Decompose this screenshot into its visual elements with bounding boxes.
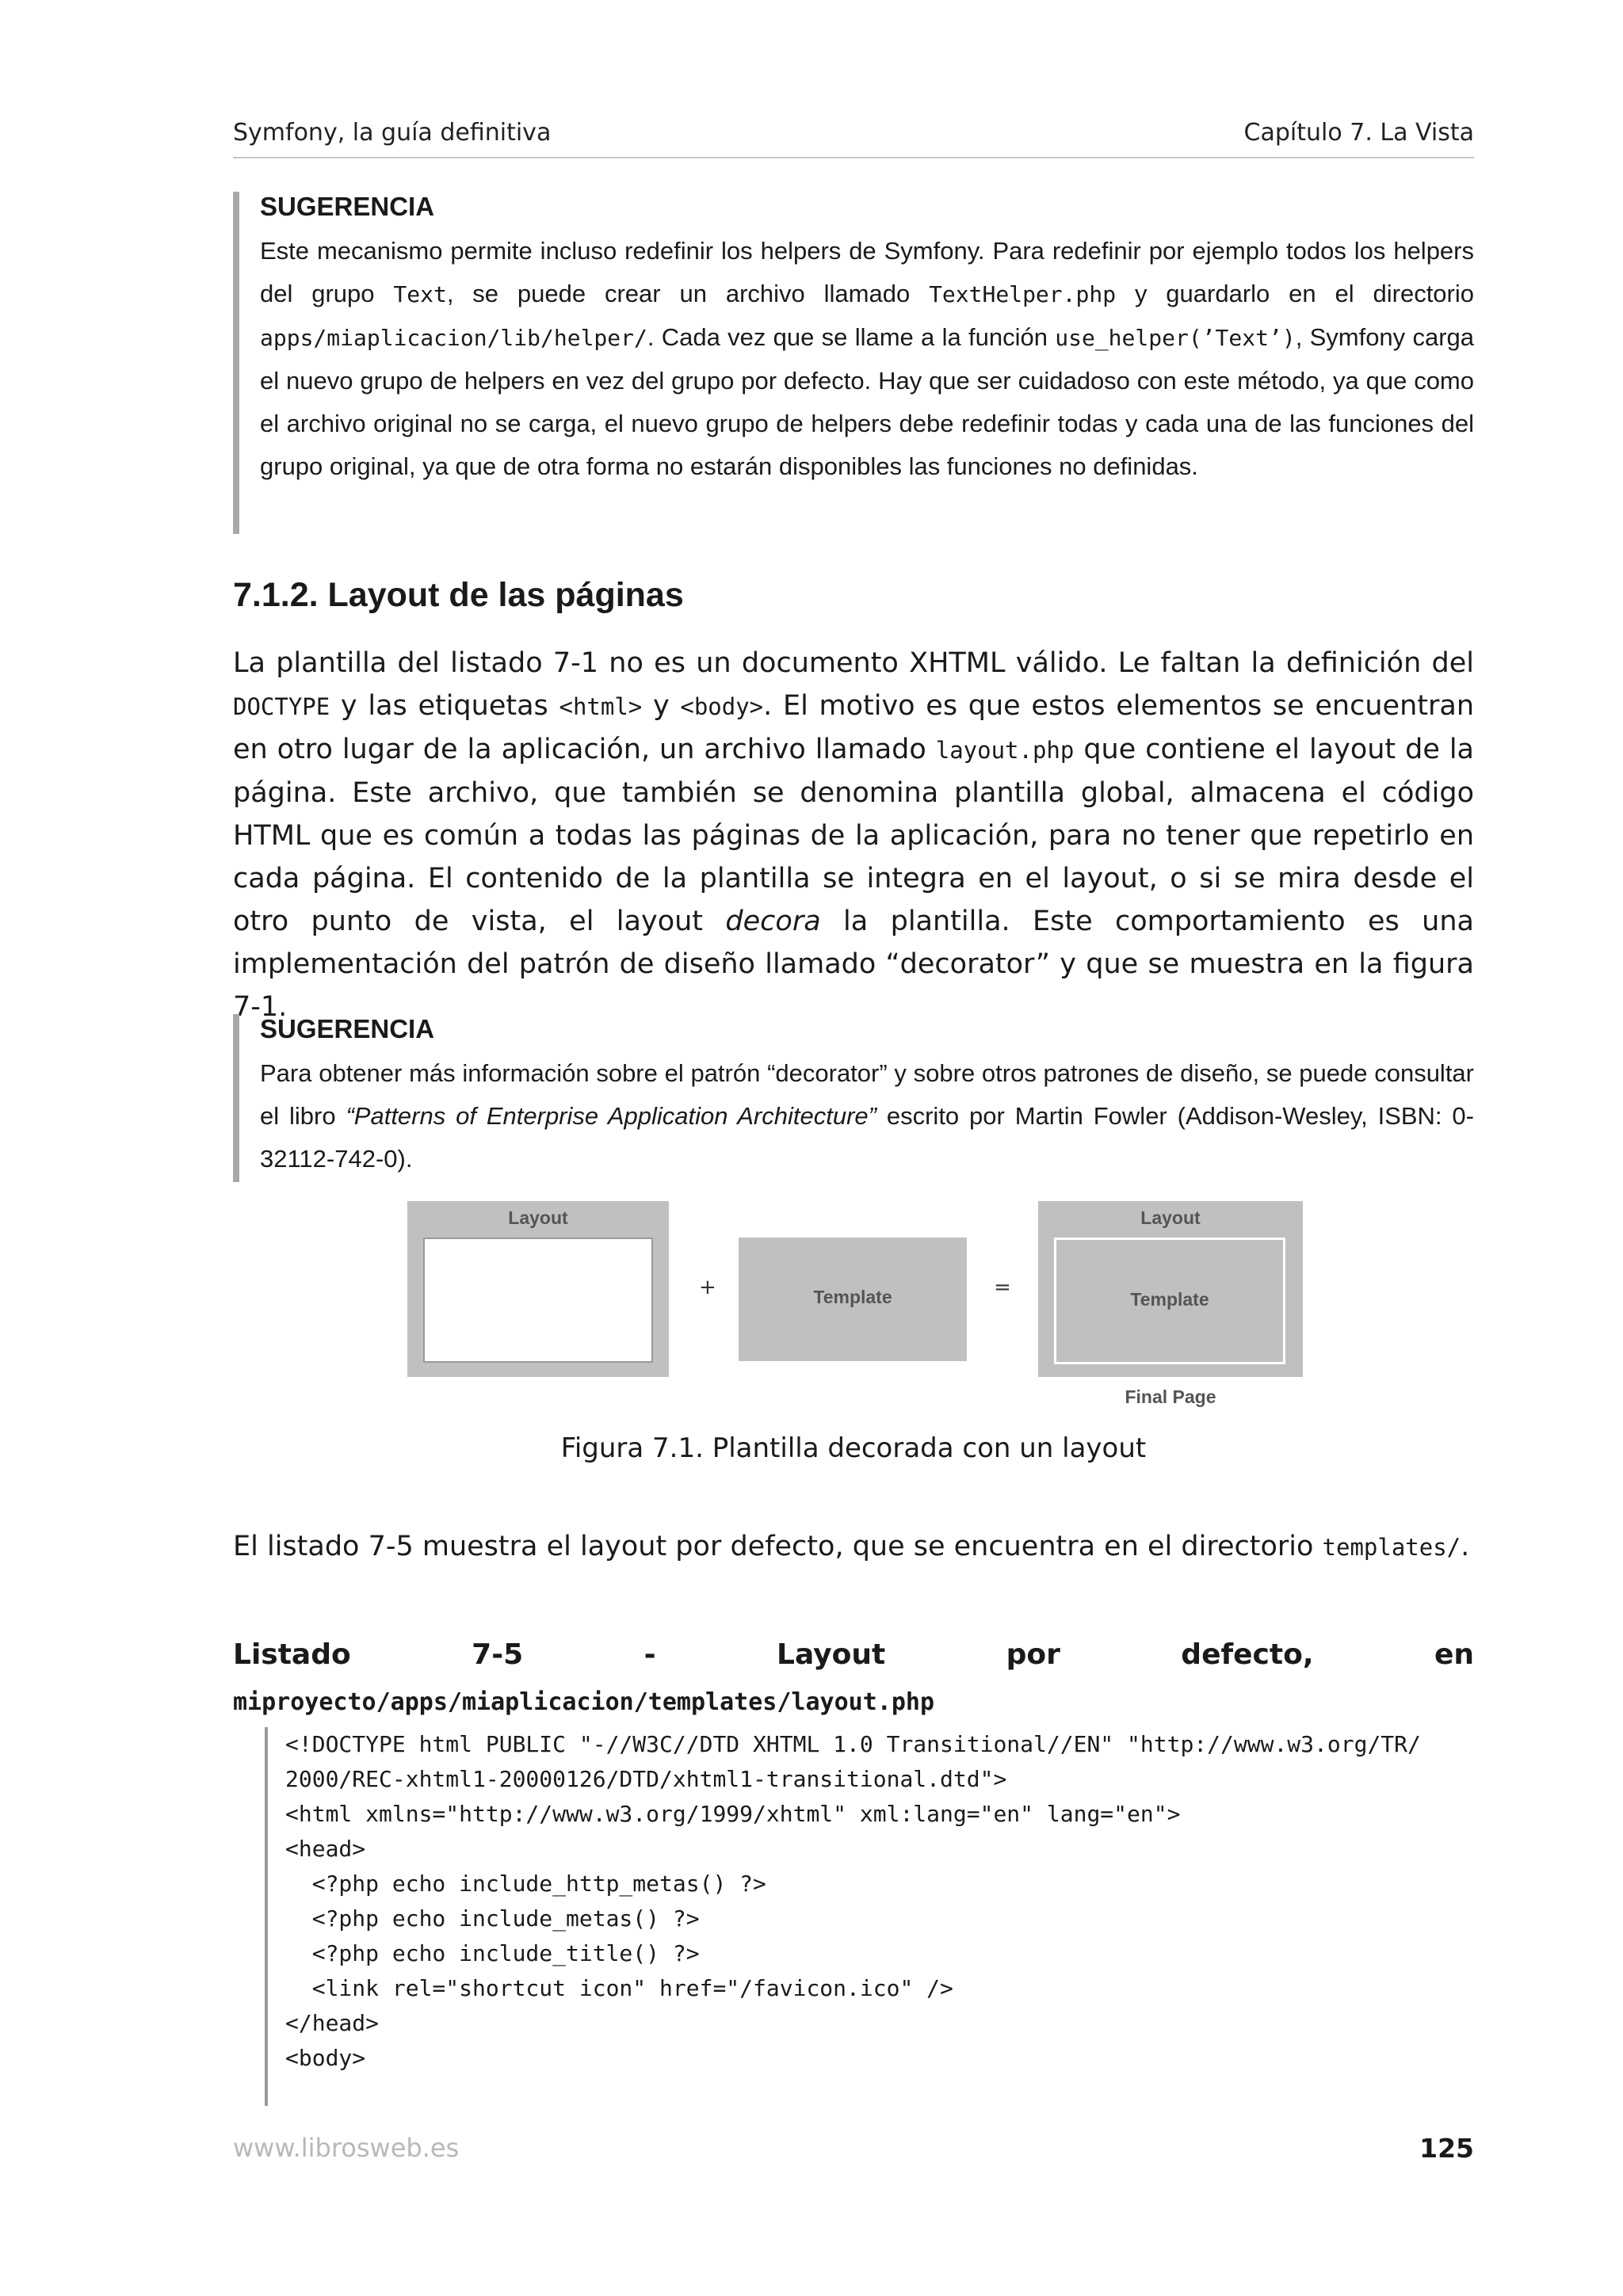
- code-listing: [265, 1727, 1474, 2106]
- final-template-area: [1054, 1238, 1285, 1364]
- body-paragraph: La plantilla del listado 7-1 no es un documento XHTML válido. Le faltan la definición del DOCTYPE y las etiquetas <html> y <body>. El motivo es que estos elementos se encuentran en otro lugar de la aplicación, un archivo llamado layout.php que contiene el layout de la página. Este archivo, que también se denomina plantilla global, almacena el código HTML que es común a todas las páginas de la aplicación, para no tener que repetirlo en cada página. El contenido de la plantilla se integra en el layout, o si se mira desde el otro punto de vista, el layout decora la plantilla. Este comportamiento es una implementación del patrón de diseño llamado “decorator” y que se muestra en la figura 7-1.: [233, 647, 1475, 1023]
- code-line: <?php echo include_http_metas() ?>: [285, 1871, 766, 1897]
- final-layout-label: Layout: [1140, 1207, 1201, 1228]
- layout-box: [407, 1201, 669, 1377]
- equals-sign: =: [994, 1276, 1011, 1299]
- template-label: Template: [813, 1287, 892, 1307]
- section-heading: 7.1.2. Layout de las páginas: [233, 576, 684, 614]
- tip-title: SUGERENCIA: [260, 1014, 435, 1043]
- code-line: 2000/REC-xhtml1-20000126/DTD/xhtml1-transitional.dtd">: [285, 1766, 1007, 1792]
- code-line: <body>: [285, 2045, 366, 2071]
- tip-text: Este mecanismo permite incluso redefinir los helpers de Symfony. Para redefinir por ejemplo todos los helpers del grupo Text, se puede crear un archivo llamado TextHelper.php y guardarlo en el directorio apps/miaplicacion/lib/helper/. Cada vez que se llame a la función use_helper(’Text’), Symfony carga el nuevo grupo de helpers en vez del grupo por defecto. Hay que ser cuidadoso con este método, ya que como el archivo original no se carga, el nuevo grupo de helpers debe redefinir todas y cada una de las funciones del grupo original, ya que de otra forma no estarán disponibles las funciones no definidas.: [260, 237, 1475, 480]
- page-header: [233, 119, 1474, 158]
- final-page-label: Final Page: [1125, 1386, 1216, 1407]
- page-number: 125: [1419, 2133, 1474, 2164]
- code-line: </head>: [285, 2010, 380, 2036]
- tip-text: Para obtener más información sobre el patrón “decorator” y sobre otros patrones de diseño, se puede consultar el libro “Patterns of Enterprise Application Architecture” escrito por Martin Fowler (Addison-Wesley, ISBN: 0-32112-742-0).: [260, 1059, 1474, 1173]
- chapter-title: Capítulo 7. La Vista: [1243, 119, 1474, 147]
- figure-caption: Figura 7.1. Plantilla decorada con un layout: [560, 1432, 1147, 1464]
- listing-title: Listado 7-5 - Layout por defecto, en miproyecto/apps/miaplicacion/templates/layout.php: [233, 1638, 1474, 1716]
- final-template-label: Template: [1130, 1289, 1209, 1310]
- code-line: <html xmlns="http://www.w3.org/1999/xhtml" xml:lang="en" lang="en">: [285, 1801, 1181, 1827]
- code-line: <?php echo include_title() ?>: [285, 1940, 700, 1966]
- code-line: <?php echo include_metas() ?>: [285, 1905, 700, 1932]
- layout-content-area: [423, 1238, 653, 1363]
- body-paragraph-2: El listado 7-5 muestra el layout por defecto, que se encuentra en el directorio templates/.: [233, 1531, 1470, 1562]
- template-box: [739, 1238, 967, 1361]
- tip-box-decorator: [233, 1014, 1474, 1182]
- tip-title: SUGERENCIA: [260, 192, 435, 221]
- layout-label: Layout: [508, 1207, 568, 1228]
- code-line: <head>: [285, 1836, 366, 1862]
- decorator-figure: [407, 1201, 1303, 1423]
- code-line: <!DOCTYPE html PUBLIC "-//W3C//DTD XHTML 1.0 Transitional//EN" "http://www.w3.org/TR/: [285, 1731, 1421, 1757]
- book-title: Symfony, la guía definitiva: [233, 119, 552, 147]
- code-line: <link rel="shortcut icon" href="/favicon.ico" />: [285, 1975, 953, 2001]
- final-layout-box: [1038, 1201, 1303, 1377]
- tip-box-helpers: [233, 192, 1474, 534]
- plus-sign: +: [699, 1276, 716, 1299]
- footer-site: www.librosweb.es: [233, 2133, 460, 2163]
